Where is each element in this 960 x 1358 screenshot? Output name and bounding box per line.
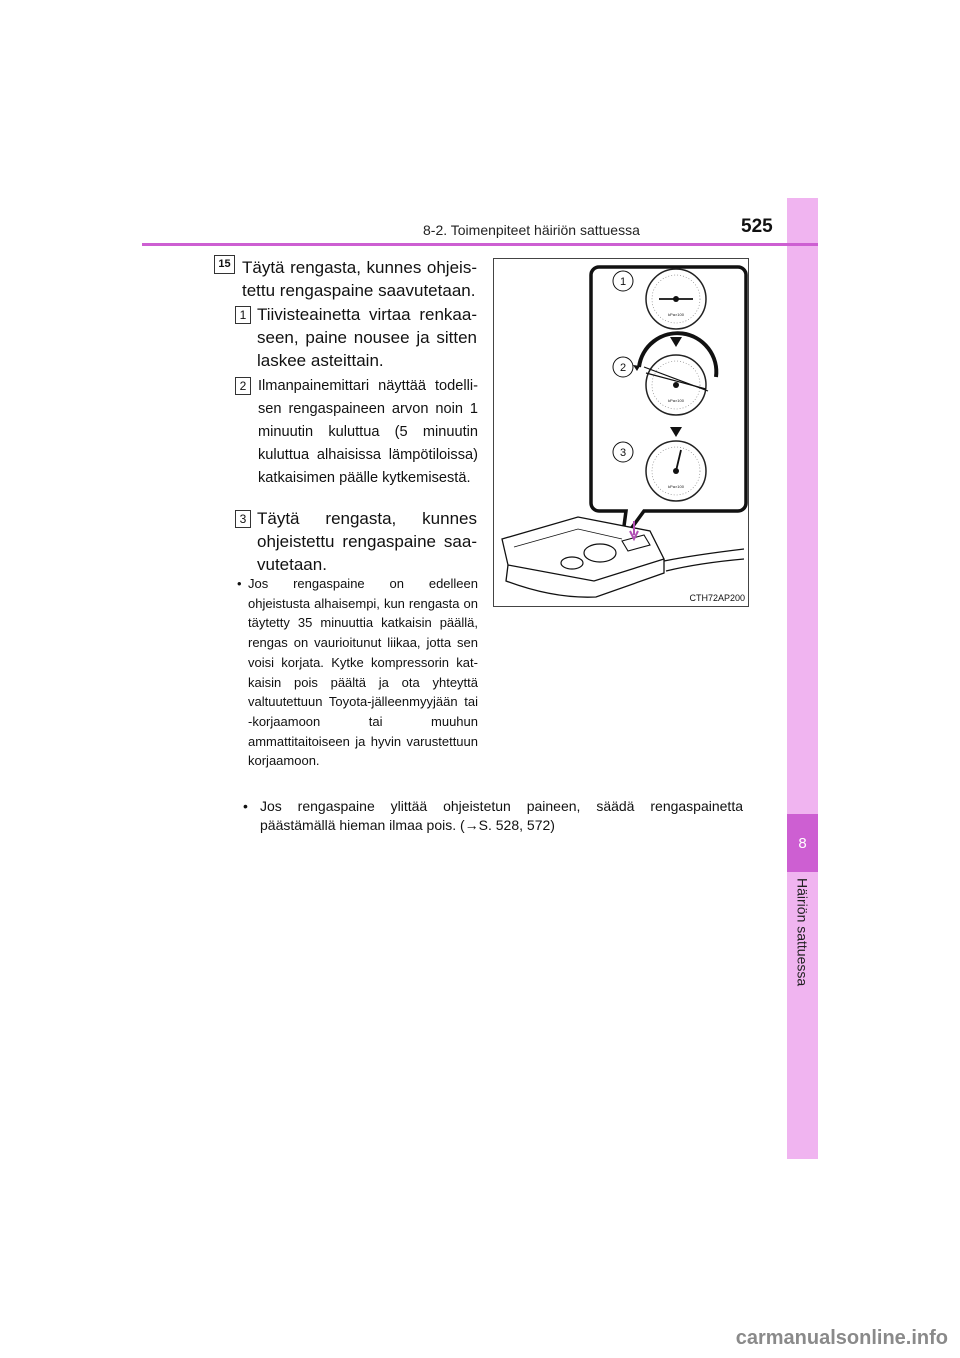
bullet-text: Jos rengaspaine ylittää ohjeistetun paineen, säädä rengaspainetta päästämällä hieman ilmaa pois. (→S. 528, 572) xyxy=(260,798,743,833)
item-number-1: 1 xyxy=(235,306,251,324)
chapter-title: Häiriön sattuessa xyxy=(794,878,811,987)
svg-text:1: 1 xyxy=(619,276,627,288)
step-text: Täytä rengasta, kunnes ohjeistettu rengaspaine saavutetaan. xyxy=(242,258,477,300)
bullet-symbol: • xyxy=(237,576,242,591)
gauge-1 xyxy=(646,269,706,329)
page-number: 525 xyxy=(741,216,773,237)
svg-text:3: 3 xyxy=(619,447,627,459)
bullet-symbol: • xyxy=(243,798,248,814)
item-text-2: Ilmanpainemittari näyttää todellisen rengaspaineen arvon noin 1 minuutin kuluttua (5 minuutin kuluttua alhaisissa lämpötiloissa) katkaisimen päälle kytkemisestä. xyxy=(258,378,478,486)
step-number-box: 15 xyxy=(214,255,235,274)
bullet-note-1 xyxy=(237,574,478,771)
svg-text:kPa×100: kPa×100 xyxy=(668,484,684,489)
svg-text:kPa×100: kPa×100 xyxy=(668,312,684,317)
callout-number-2 xyxy=(613,357,633,377)
item-text-1: Tiivisteainetta virtaa renkaaseen, paine nousee ja sitten laskee asteittain. xyxy=(257,305,477,370)
gauge-illustration xyxy=(493,258,749,607)
bullet-note-2 xyxy=(243,797,743,835)
gauge-3 xyxy=(646,441,706,501)
item-number-3: 3 xyxy=(235,510,251,528)
svg-text:kPa×100: kPa×100 xyxy=(668,398,684,403)
bullet-text: Jos rengaspaine on edelleen ohjeistusta alhaisempi, kun rengasta on täytetty 35 minuuttia katkaisin päällä, rengas on vaurioitunut liikaa, jotta sen voisi korjata. Kytke kompressorin katkaisin pois päältä ja ota yhteyttä valtuutettuun Toyota-jälleenmyyjään tai -korjaamoon tai muuhun ammattitaitoiseen ja hyvin varustettuun korjaamoon. xyxy=(248,576,478,769)
watermark: carmanualsonline.info xyxy=(735,1327,948,1349)
chapter-side-tab xyxy=(787,198,818,1159)
svg-text:2: 2 xyxy=(619,362,627,374)
compressor-device xyxy=(502,517,744,597)
callout-number-1 xyxy=(613,271,633,291)
gauge-illustration-drawing xyxy=(494,259,750,608)
header-divider xyxy=(142,243,818,246)
item-number-2: 2 xyxy=(235,377,251,395)
chapter-number: 8 xyxy=(787,814,818,872)
callout-number-3 xyxy=(613,442,633,462)
figure-code: CTH72AP200 xyxy=(689,593,745,603)
item-text-3: Täytä rengasta, kunnes ohjeistettu rengaspaine saavutetaan. xyxy=(257,509,477,574)
section-header: 8-2. Toimenpiteet häiriön sattuessa xyxy=(423,222,640,238)
